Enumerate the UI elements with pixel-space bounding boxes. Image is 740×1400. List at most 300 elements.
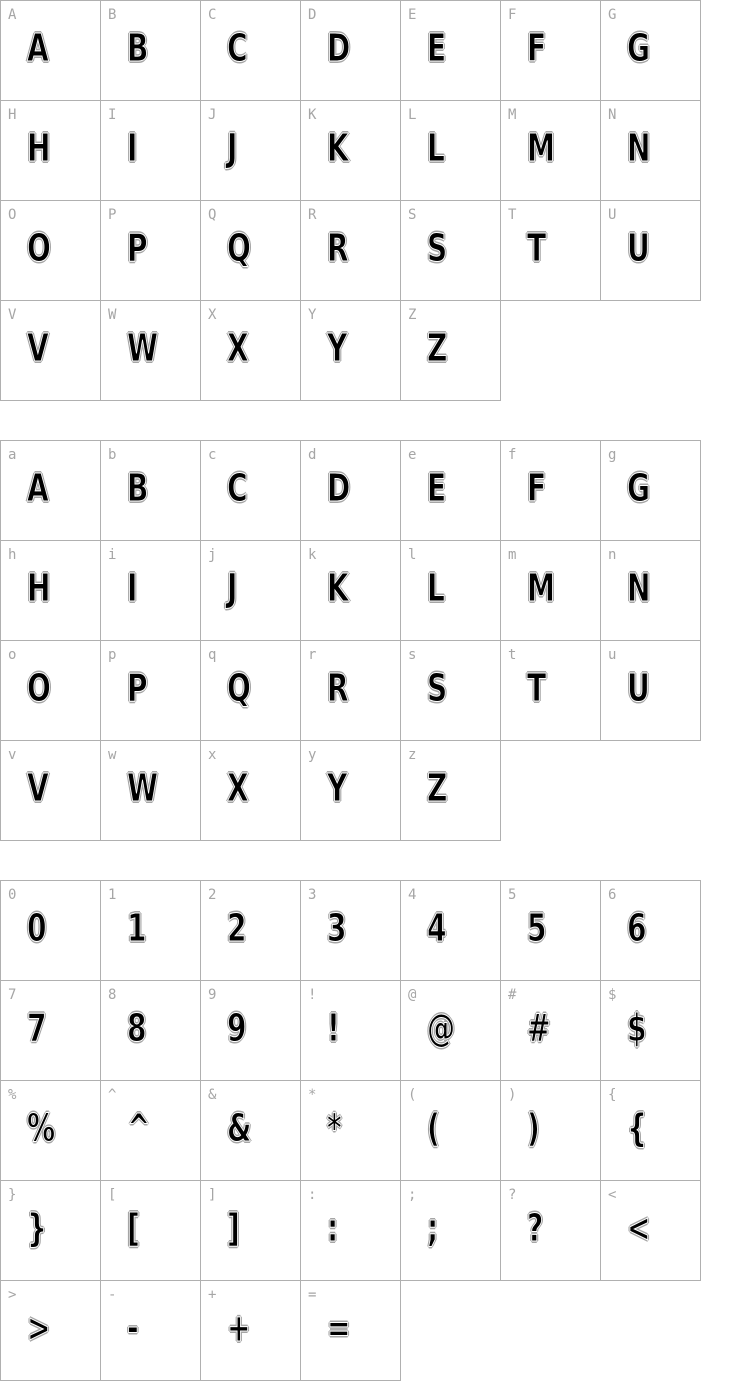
cell-label: #: [508, 987, 517, 1003]
glyph: =: [327, 1306, 351, 1350]
glyph-cell: [401, 741, 501, 841]
cell-glyph: [527, 467, 553, 509]
glyph-cell: [101, 1, 201, 101]
glyph: T: [527, 226, 547, 270]
glyph: S: [427, 666, 448, 710]
glyph: +: [227, 1306, 251, 1350]
glyph: H: [27, 566, 51, 610]
glyph: $: [627, 1006, 647, 1050]
cell-label: (: [408, 1087, 417, 1103]
cell-glyph: [427, 667, 454, 709]
glyph: &: [227, 1106, 252, 1150]
cell-label: b: [108, 447, 117, 463]
cell-label: d: [308, 447, 317, 463]
glyph: ^: [127, 1106, 151, 1150]
glyph-cell: [601, 541, 701, 641]
glyph-table-numbers-symbols: [0, 880, 701, 1381]
cell-label: +: [208, 1287, 217, 1303]
cell-glyph: [127, 127, 141, 169]
cell-glyph: [27, 907, 53, 949]
cell-label: =: [308, 1287, 317, 1303]
cell-glyph: [327, 1207, 342, 1249]
cell-glyph: [227, 1307, 259, 1349]
glyph: B: [127, 26, 149, 70]
cell-glyph: [127, 327, 169, 369]
glyph: G: [627, 26, 651, 70]
glyph: 7: [27, 1006, 47, 1050]
glyph-cell: [501, 1181, 601, 1281]
cell-label: &: [208, 1087, 217, 1103]
glyph-cell: [201, 1181, 301, 1281]
glyph: 4: [427, 906, 447, 950]
glyph: ]: [227, 1206, 240, 1250]
glyph-cell: [201, 541, 301, 641]
glyph: %: [27, 1106, 56, 1150]
cell-label: J: [208, 107, 217, 123]
cell-label: j: [208, 547, 217, 563]
cell-label: *: [308, 1087, 317, 1103]
cell-label: Y: [308, 307, 317, 323]
glyph: :: [327, 1206, 339, 1250]
cell-glyph: [327, 1307, 359, 1349]
glyph-cell: [1, 201, 101, 301]
glyph-cell: [1, 541, 101, 641]
glyph-row: [1, 1281, 701, 1381]
glyph: (: [427, 1106, 440, 1150]
glyph-cell: [601, 981, 701, 1081]
glyph-cell: [501, 1, 601, 101]
cell-glyph: [127, 1107, 159, 1149]
cell-glyph: [527, 227, 553, 269]
glyph: M: [527, 566, 555, 610]
glyph: J: [227, 566, 238, 610]
glyph-cell: [401, 1081, 501, 1181]
cell-label: -: [108, 1287, 117, 1303]
cell-label: ;: [408, 1187, 417, 1203]
glyph-row: [1, 981, 701, 1081]
cell-label: 4: [408, 887, 417, 903]
cell-glyph: [527, 567, 565, 609]
cell-label: l: [408, 547, 417, 563]
glyph-row: [1, 641, 701, 741]
glyph: A: [27, 26, 49, 70]
glyph-cell: [601, 1181, 701, 1281]
cell-glyph: [27, 667, 59, 709]
cell-label: 9: [208, 987, 217, 1003]
glyph-cell: [201, 881, 301, 981]
glyph-cell: [101, 1081, 201, 1181]
cell-glyph: [527, 667, 553, 709]
cell-label: 1: [108, 887, 117, 903]
glyph-cell: [301, 301, 401, 401]
cell-label: F: [508, 7, 517, 23]
glyph-cell: [301, 441, 401, 541]
cell-label: C: [208, 7, 217, 23]
glyph: A: [27, 466, 49, 510]
cell-glyph: [327, 27, 359, 69]
glyph-cell: [101, 641, 201, 741]
cell-glyph: [227, 1207, 244, 1249]
glyph-cell: [101, 101, 201, 201]
glyph: O: [27, 226, 51, 270]
glyph-cell: [1, 441, 101, 541]
cell-glyph: [427, 1007, 465, 1049]
cell-glyph: [27, 567, 59, 609]
glyph-cell: [301, 101, 401, 201]
cell-glyph: [327, 467, 359, 509]
glyph: 0: [27, 906, 47, 950]
cell-label: h: [8, 547, 17, 563]
glyph-cell: [101, 1181, 201, 1281]
cell-glyph: [527, 27, 553, 69]
glyph-cell: [101, 1281, 201, 1381]
glyph-cell: [1, 881, 101, 981]
glyph-table-lowercase: [0, 440, 701, 841]
glyph: Q: [227, 226, 251, 270]
glyph: [: [127, 1206, 140, 1250]
glyph: J: [227, 126, 238, 170]
glyph: H: [27, 126, 51, 170]
cell-glyph: [627, 567, 659, 609]
cell-glyph: [427, 467, 453, 509]
cell-glyph: [427, 327, 455, 369]
cell-label: S: [408, 207, 417, 223]
cell-glyph: [327, 1007, 344, 1049]
cell-label: q: [208, 647, 217, 663]
glyph-cell: [1, 1281, 101, 1381]
glyph: N: [627, 126, 651, 170]
glyph: Z: [427, 766, 448, 810]
glyph: X: [227, 766, 249, 810]
glyph-row: [1, 101, 701, 201]
cell-label: ): [508, 1087, 517, 1103]
cell-label: ]: [208, 1187, 217, 1203]
glyph: F: [527, 26, 547, 70]
cell-glyph: [27, 1107, 65, 1149]
glyph-row: [1, 1081, 701, 1181]
cell-label: @: [408, 987, 417, 1003]
glyph: E: [427, 466, 447, 510]
glyph-cell: [301, 1281, 401, 1381]
cell-label: <: [608, 1187, 617, 1203]
glyph-cell: [501, 981, 601, 1081]
glyph-row: [1, 1, 701, 101]
glyph-cell: [401, 1181, 501, 1281]
cell-label: E: [408, 7, 417, 23]
glyph-cell: [101, 201, 201, 301]
glyph-row: [1, 741, 701, 841]
cell-label: G: [608, 7, 617, 23]
cell-glyph: [227, 767, 256, 809]
cell-glyph: [327, 327, 355, 369]
cell-label: Z: [408, 307, 417, 323]
cell-glyph: [627, 1107, 654, 1149]
glyph-cell: [501, 101, 601, 201]
cell-glyph: [127, 567, 141, 609]
cell-glyph: [27, 327, 56, 369]
cell-label: A: [8, 7, 17, 23]
cell-glyph: [27, 467, 56, 509]
glyph: }: [27, 1206, 48, 1250]
cell-glyph: [227, 27, 255, 69]
glyph: P: [127, 666, 148, 710]
glyph-cell: [401, 541, 501, 641]
cell-glyph: [227, 1007, 253, 1049]
glyph: C: [227, 26, 248, 70]
glyph: P: [127, 226, 148, 270]
cell-label: c: [208, 447, 217, 463]
glyph-cell: [1, 641, 101, 741]
glyph: 3: [327, 906, 347, 950]
glyph: >: [27, 1306, 51, 1350]
cell-glyph: [127, 227, 155, 269]
glyph-cell: [501, 441, 601, 541]
cell-glyph: [27, 1307, 59, 1349]
cell-glyph: [327, 667, 356, 709]
cell-label: g: [608, 447, 617, 463]
glyph-cell: [401, 201, 501, 301]
glyph: U: [627, 226, 650, 270]
cell-label: v: [8, 747, 17, 763]
glyph: V: [27, 326, 49, 370]
glyph: R: [327, 666, 349, 710]
cell-glyph: [227, 327, 256, 369]
cell-label: V: [8, 307, 17, 323]
glyph-cell: [1, 101, 101, 201]
glyph-cell: [1, 1181, 101, 1281]
glyph-cell: [401, 441, 501, 541]
cell-glyph: [127, 907, 153, 949]
cell-label: m: [508, 547, 517, 563]
cell-label: U: [608, 207, 617, 223]
cell-label: s: [408, 647, 417, 663]
glyph-cell: [101, 981, 201, 1081]
glyph: @: [427, 1006, 456, 1050]
glyph-row: [1, 441, 701, 541]
glyph: L: [427, 566, 445, 610]
cell-label: o: [8, 647, 17, 663]
glyph: W: [127, 326, 159, 370]
cell-label: O: [8, 207, 17, 223]
cell-label: D: [308, 7, 317, 23]
glyph: 2: [227, 906, 247, 950]
cell-label: t: [508, 647, 517, 663]
cell-glyph: [227, 227, 259, 269]
glyph: D: [327, 26, 351, 70]
glyph-cell: [501, 201, 601, 301]
glyph-cell: [101, 541, 201, 641]
cell-label: i: [108, 547, 117, 563]
cell-label: }: [8, 1187, 17, 1203]
cell-glyph: [627, 1207, 659, 1249]
glyph-cell: [201, 441, 301, 541]
cell-label: P: [108, 207, 117, 223]
glyph-row: [1, 1181, 701, 1281]
cell-label: %: [8, 1087, 17, 1103]
cell-label: 0: [8, 887, 17, 903]
glyph: Q: [227, 666, 251, 710]
cell-glyph: [527, 1207, 549, 1249]
glyph-cell: [1, 301, 101, 401]
glyph-cell: [301, 201, 401, 301]
glyph-row: [1, 301, 701, 401]
glyph-cell: [201, 101, 301, 201]
cell-glyph: [27, 127, 59, 169]
cell-label: B: [108, 7, 117, 23]
glyph-cell: [601, 1, 701, 101]
glyph: V: [27, 766, 49, 810]
glyph-cell: [501, 541, 601, 641]
glyph-cell: [401, 981, 501, 1081]
cell-glyph: [327, 1107, 347, 1149]
glyph: I: [127, 566, 138, 610]
glyph: 6: [627, 906, 647, 950]
cell-label: $: [608, 987, 617, 1003]
glyph-cell: [101, 741, 201, 841]
glyph-cell: [301, 641, 401, 741]
glyph: <: [627, 1206, 651, 1250]
cell-glyph: [127, 467, 156, 509]
cell-glyph: [627, 907, 653, 949]
cell-label: e: [408, 447, 417, 463]
cell-glyph: [27, 1207, 54, 1249]
cell-glyph: [627, 1007, 653, 1049]
glyph: O: [27, 666, 51, 710]
cell-label: p: [108, 647, 117, 663]
glyph-cell: [601, 881, 701, 981]
cell-label: y: [308, 747, 317, 763]
cell-label: 6: [608, 887, 617, 903]
cell-glyph: [127, 767, 169, 809]
cell-label: w: [108, 747, 117, 763]
glyph-cell: [1, 741, 101, 841]
cell-glyph: [427, 907, 453, 949]
glyph: L: [427, 126, 445, 170]
glyph-table-uppercase: [0, 0, 701, 401]
cell-glyph: [127, 1207, 144, 1249]
glyph: Y: [327, 766, 348, 810]
cell-glyph: [327, 767, 355, 809]
cell-glyph: [627, 227, 658, 269]
glyph-cell: [401, 881, 501, 981]
glyph: E: [427, 26, 447, 70]
cell-label: [: [108, 1187, 117, 1203]
cell-glyph: [27, 1007, 53, 1049]
glyph-cell: [201, 301, 301, 401]
glyph: K: [327, 566, 349, 610]
cell-glyph: [327, 127, 356, 169]
glyph: M: [527, 126, 555, 170]
cell-label: 5: [508, 887, 517, 903]
glyph-cell: [501, 1081, 601, 1181]
glyph: C: [227, 466, 248, 510]
glyph: T: [527, 666, 547, 710]
cell-glyph: [227, 567, 241, 609]
glyph-cell: [301, 741, 401, 841]
glyph-cell: [601, 1081, 701, 1181]
cell-label: 2: [208, 887, 217, 903]
cell-glyph: [127, 1307, 143, 1349]
glyph-cell: [401, 101, 501, 201]
cell-label: I: [108, 107, 117, 123]
glyph: I: [127, 126, 138, 170]
cell-glyph: [427, 27, 453, 69]
cell-label: u: [608, 647, 617, 663]
glyph-cell: [601, 201, 701, 301]
cell-label: X: [208, 307, 217, 323]
glyph-row: [1, 541, 701, 641]
cell-label: N: [608, 107, 617, 123]
cell-glyph: [627, 467, 658, 509]
glyph-cell: [301, 1081, 401, 1181]
cell-glyph: [327, 567, 356, 609]
glyph: G: [627, 466, 651, 510]
glyph: Y: [327, 326, 348, 370]
cell-label: K: [308, 107, 317, 123]
cell-label: T: [508, 207, 517, 223]
glyph-cell: [201, 1, 301, 101]
cell-glyph: [627, 27, 658, 69]
cell-label: x: [208, 747, 217, 763]
glyph-row: [1, 201, 701, 301]
cell-label: :: [308, 1187, 317, 1203]
glyph: *: [327, 1106, 342, 1150]
glyph: S: [427, 226, 448, 270]
cell-glyph: [27, 27, 56, 69]
glyph: ): [527, 1106, 540, 1150]
glyph-cell: [201, 741, 301, 841]
glyph-cell: [1, 1, 101, 101]
cell-glyph: [627, 127, 659, 169]
cell-label: ^: [108, 1087, 117, 1103]
cell-glyph: [527, 1107, 544, 1149]
cell-glyph: [227, 467, 255, 509]
cell-glyph: [227, 667, 259, 709]
glyph-cell: [301, 541, 401, 641]
glyph: N: [627, 566, 651, 610]
cell-glyph: [627, 667, 658, 709]
cell-glyph: [427, 227, 454, 269]
glyph-cell: [1, 1081, 101, 1181]
cell-label: M: [508, 107, 517, 123]
glyph-cell: [201, 201, 301, 301]
glyph-row: [1, 881, 701, 981]
cell-label: R: [308, 207, 317, 223]
glyph: Z: [427, 326, 448, 370]
glyph-cell: [101, 301, 201, 401]
glyph-cell: [301, 881, 401, 981]
cell-glyph: [127, 1007, 153, 1049]
glyph-cell: [201, 1281, 301, 1381]
cell-label: W: [108, 307, 117, 323]
cell-glyph: [527, 907, 553, 949]
glyph-cell: [601, 441, 701, 541]
glyph: 5: [527, 906, 547, 950]
glyph-cell: [201, 1081, 301, 1181]
glyph-cell: [301, 1, 401, 101]
cell-glyph: [427, 767, 455, 809]
cell-glyph: [27, 767, 56, 809]
cell-label: Q: [208, 207, 217, 223]
glyph: 8: [127, 1006, 147, 1050]
glyph: U: [627, 666, 650, 710]
glyph-cell: [501, 641, 601, 741]
glyph-cell: [301, 1181, 401, 1281]
cell-glyph: [427, 567, 451, 609]
glyph-cell: [601, 641, 701, 741]
glyph: F: [527, 466, 547, 510]
cell-label: k: [308, 547, 317, 563]
